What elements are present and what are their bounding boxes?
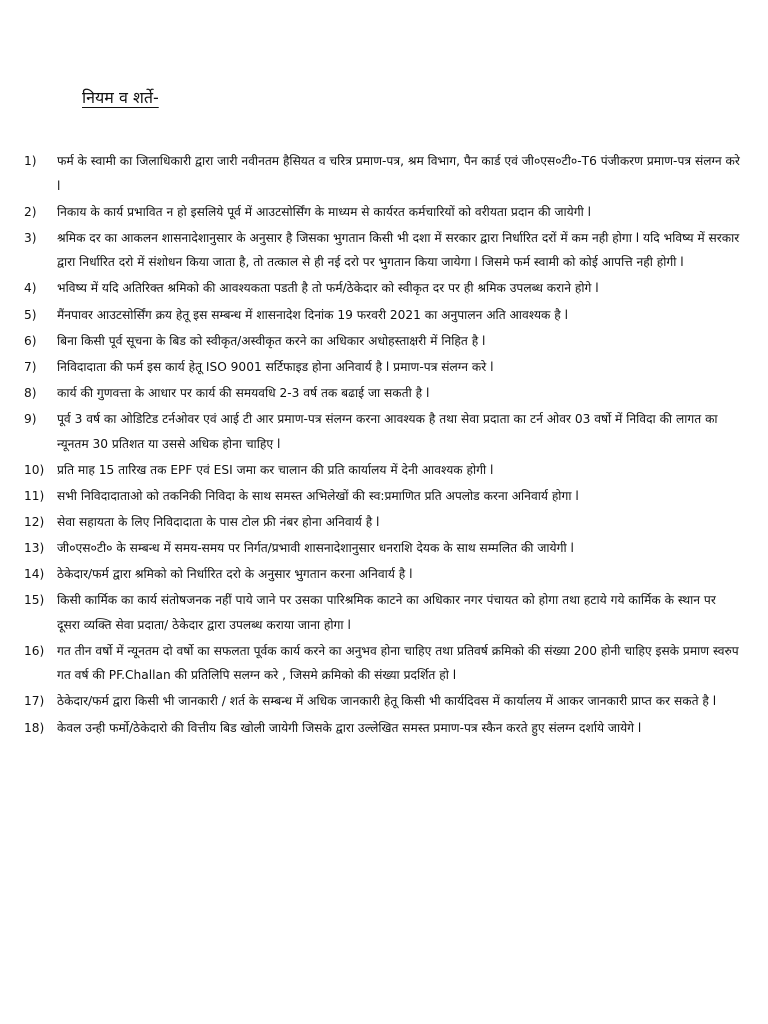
term-text: प्रति माह 15 तारिख तक EPF एवं ESI जमा कर चालान की प्रति कार्यालय में देनी आवश्यक होगी l [57,462,494,477]
term-item [24,639,742,688]
term-text: मैंनपावर आउटसोर्सिंग क्रय हेतू इस सम्बन्ध में शासनादेश दिनांक 19 फरवरी 2021 का अनुपालन अति आवश्यक है l [57,307,568,322]
term-item [24,562,742,587]
term-number: 10) [24,462,45,477]
term-number: 16) [24,643,45,658]
term-number: 8) [24,385,37,400]
term-item [24,407,742,456]
term-number: 1) [24,154,37,168]
term-text: ठेकेदार/फर्म द्वारा किसी भी जानकारी / शर्त के सम्बन्ध में अधिक जानकारी हेतू किसी भी कार्यदिवस में कार्यालय में आकर जानकारी प्राप्त कर सकते है l [57,694,717,709]
term-item [24,689,742,714]
term-text: बिना किसी पूर्व सूचना के बिड को स्वीकृत/अस्वीकृत करने का अधिकार अधोहस्ताक्षरी में निहित है l [57,333,486,348]
term-item [24,484,742,509]
term-number: 9) [24,411,37,426]
term-number: 13) [24,540,45,555]
term-text: श्रमिक दर का आकलन शासनादेशानुसार के अनुसार है जिसका भुगतान किसी भी दशा में सरकार द्वारा निर्धारित दरों में कम नही होगा l यदि भविष्य में सरकार द्वारा निर्धारित दरो में संशोधन किया जाता है, तो तत्काल से ही नई दरो पर भुगतान किया जायेगा l जिसमे फर्म स्वामी को कोई आपत्ति नही होगी l [57,230,740,270]
term-number: 11) [24,488,45,503]
terms-list [24,149,742,742]
term-item [24,588,742,637]
term-text: सेवा सहायता के लिए निविदादाता के पास टोल फ्री नंबर होना अनिवार्य है l [57,514,380,529]
term-item [24,458,742,483]
term-number: 7) [24,359,37,374]
term-text: भविष्य में यदि अतिरिक्त श्रमिको की आवश्यकता पडती है तो फर्म/ठेकेदार को स्वीकृत दर पर ही श्रमिक उपलब्ध कराने होगे l [57,281,599,296]
term-item [24,716,742,741]
term-number: 15) [24,593,45,608]
term-item [24,276,742,301]
term-item [24,200,742,225]
term-number: 4) [24,281,37,296]
term-text: निकाय के कार्य प्रभावित न हो इसलिये पूर्व में आउटसोर्सिंग के माध्यम से कार्यरत कर्मचारियों को वरीयता प्रदान की जायेगी l [57,204,592,219]
term-text: किसी कार्मिक का कार्य संतोषजनक नहीं पाये जाने पर उसका पारिश्रमिक काटने का अधिकार नगर पंचायत को होगा तथा हटाये गये कार्मिक के स्थान पर दूसरा व्यक्ति सेवा प्रदाता/ ठेकेदार द्वारा उपलब्ध कराया जाना होगा l [57,593,716,632]
term-text: केवल उन्ही फर्मो/ठेकेदारो की वित्तीय बिड खोली जायेगी जिसके द्वारा उल्लेखित समस्त प्रमाण-पत्र स्कैन करते हुए संलग्न दर्शाये जायेगे l [57,720,642,735]
terms-heading: नियम व शर्ते- [82,88,159,107]
term-item [24,149,742,198]
term-text: फर्म के स्वामी का जिलाधिकारी द्वारा जारी नवीनतम हैसियत व चरित्र प्रमाण-पत्र, श्रम विभाग, पैन कार्ड एवं जी०एस०टी०-T6 पंजीकरण प्रमाण-पत्र संलग्न करे l [57,154,740,193]
term-item [24,381,742,406]
term-item [24,226,742,275]
term-item [24,536,742,561]
term-text: जी०एस०टी० के सम्बन्ध में समय-समय पर निर्गत/प्रभावी शासनादेशानुसार धनराशि देयक के साथ सम्मलित की जायेगी l [57,540,574,555]
term-item [24,329,742,354]
term-number: 14) [24,567,45,581]
term-number: 3) [24,230,37,245]
term-number: 12) [24,514,45,529]
term-text: कार्य की गुणवत्ता के आधार पर कार्य की समयवधि 2-3 वर्ष तक बढाई जा सकती है l [57,385,430,400]
term-item [24,303,742,328]
term-number: 5) [24,307,37,322]
term-number: 17) [24,694,45,709]
term-text: पूर्व 3 वर्ष का ओडिटिड टर्नओवर एवं आई टी आर प्रमाण-पत्र संलग्न करना आवश्यक है तथा सेवा प्रदाता का टर्न ओवर 03 वर्षो में निविदा की लागत का न्यूनतम 30 प्रतिशत या उससे अधिक होना चाहिए l [57,411,718,451]
term-text: सभी निविदादाताओ को तकनिकी निविदा के साथ समस्त अभिलेखों की स्व:प्रमाणित प्रति अपलोड करना अनिवार्य होगा l [57,488,579,503]
term-item [24,510,742,535]
term-number: 18) [24,720,45,735]
term-text: निविदादाता की फर्म इस कार्य हेतू ISO 9001 सर्टिफाइड होना अनिवार्य है l प्रमाण-पत्र संलग्न करे l [57,359,494,374]
term-number: 6) [24,333,37,348]
term-text: गत तीन वर्षो में न्यूनतम दो वर्षो का सफलता पूर्वक कार्य करने का अनुभव होना चाहिए तथा प्रतिवर्ष क्रमिको की संख्या 200 होनी चाहिए इसके प्रमाण स्वरुप गत वर्ष की PF.Challan की प्रतिलिपि सलग्न करे , जिसमे क्रमिको की संख्या प्रदर्शित हो l [57,643,739,683]
term-number: 2) [24,204,37,219]
term-text: ठेकेदार/फर्म द्वारा श्रमिको को निर्धारित दरो के अनुसार भुगतान करना अनिवार्य है l [57,567,413,581]
term-item [24,355,742,380]
